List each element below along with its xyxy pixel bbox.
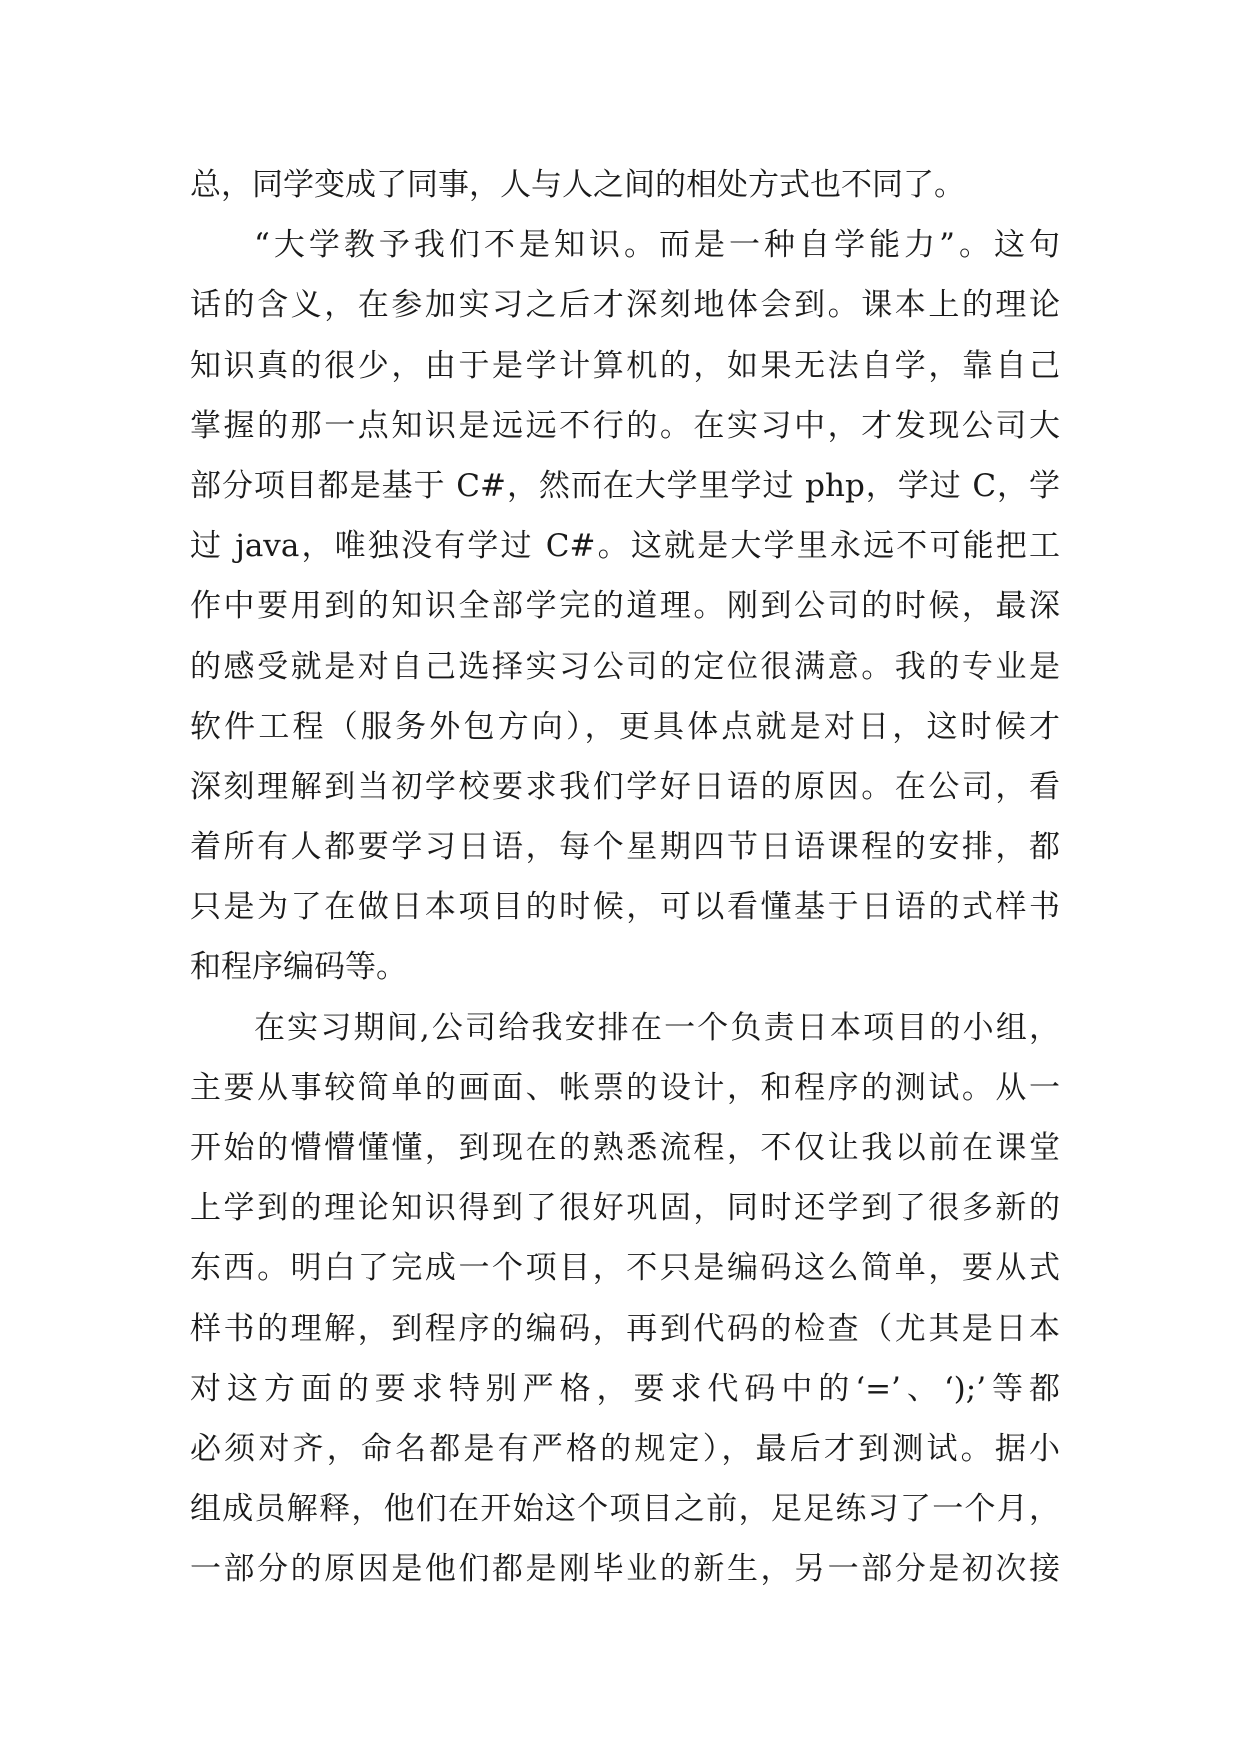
text-line: 知识真的很少，由于是学计算机的，如果无法自学，靠自己 — [190, 347, 1060, 384]
text-line: 开始的懵懵懂懂，到现在的熟悉流程，不仅让我以前在课堂 — [190, 1130, 1060, 1166]
body-text — [190, 155, 1060, 1600]
text-line: 深刻理解到当初学校要求我们学好日语的原因。在公司，看 — [190, 768, 1060, 805]
text-line: 软件工程（服务外包方向），更具体点就是对日，这时候才 — [190, 708, 1060, 745]
paragraph-last-line: 和程序编码等。 — [190, 949, 407, 986]
text-line: 主要从事较简单的画面、帐票的设计，和程序的测试。从一 — [190, 1069, 1060, 1106]
text-line: 对这方面的要求特别严格，要求代码中的‘=’、‘);’等都 — [190, 1370, 1060, 1407]
text-line: 作中要用到的知识全部学完的道理。刚到公司的时候，最深 — [190, 588, 1060, 625]
text-line: 话的含义，在参加实习之后才深刻地体会到。课本上的理论 — [190, 287, 1060, 324]
paragraph-first-line: “大学教予我们不是知识。而是一种自学能力”。这句 — [254, 227, 1060, 264]
text-line: 东西。明白了完成一个项目，不只是编码这么简单，要从式 — [190, 1250, 1060, 1287]
text-line: 过 java，唯独没有学过 C#。这就是大学里永远不可能把工 — [190, 528, 1060, 565]
text-line: 总，同学变成了同事，人与人之间的相处方式也不同了。 — [190, 167, 965, 203]
text-line: 部分项目都是基于 C#，然而在大学里学过 php，学过 C，学 — [190, 467, 1060, 504]
text-line: 样书的理解，到程序的编码，再到代码的检查（尤其是日本 — [190, 1310, 1060, 1347]
text-line: 上学到的理论知识得到了很好巩固，同时还学到了很多新的 — [190, 1190, 1060, 1227]
text-line: 着所有人都要学习日语，每个星期四节日语课程的安排，都 — [190, 829, 1060, 866]
text-line: 只是为了在做日本项目的时候，可以看懂基于日语的式样书 — [190, 889, 1060, 926]
text-line: 必须对齐，命名都是有严格的规定），最后才到测试。据小 — [190, 1430, 1060, 1467]
text-line: 掌握的那一点知识是远远不行的。在实习中，才发现公司大 — [190, 407, 1060, 444]
text-line: 一部分的原因是他们都是刚毕业的新生，另一部分是初次接 — [190, 1551, 1060, 1588]
text-line: 的感受就是对自己选择实习公司的定位很满意。我的专业是 — [190, 648, 1060, 685]
text-line: 组成员解释，他们在开始这个项目之前，足足练习了一个月， — [190, 1491, 1060, 1528]
paragraph-first-line: 在实习期间,公司给我安排在一个负责日本项目的小组， — [254, 1009, 1060, 1046]
